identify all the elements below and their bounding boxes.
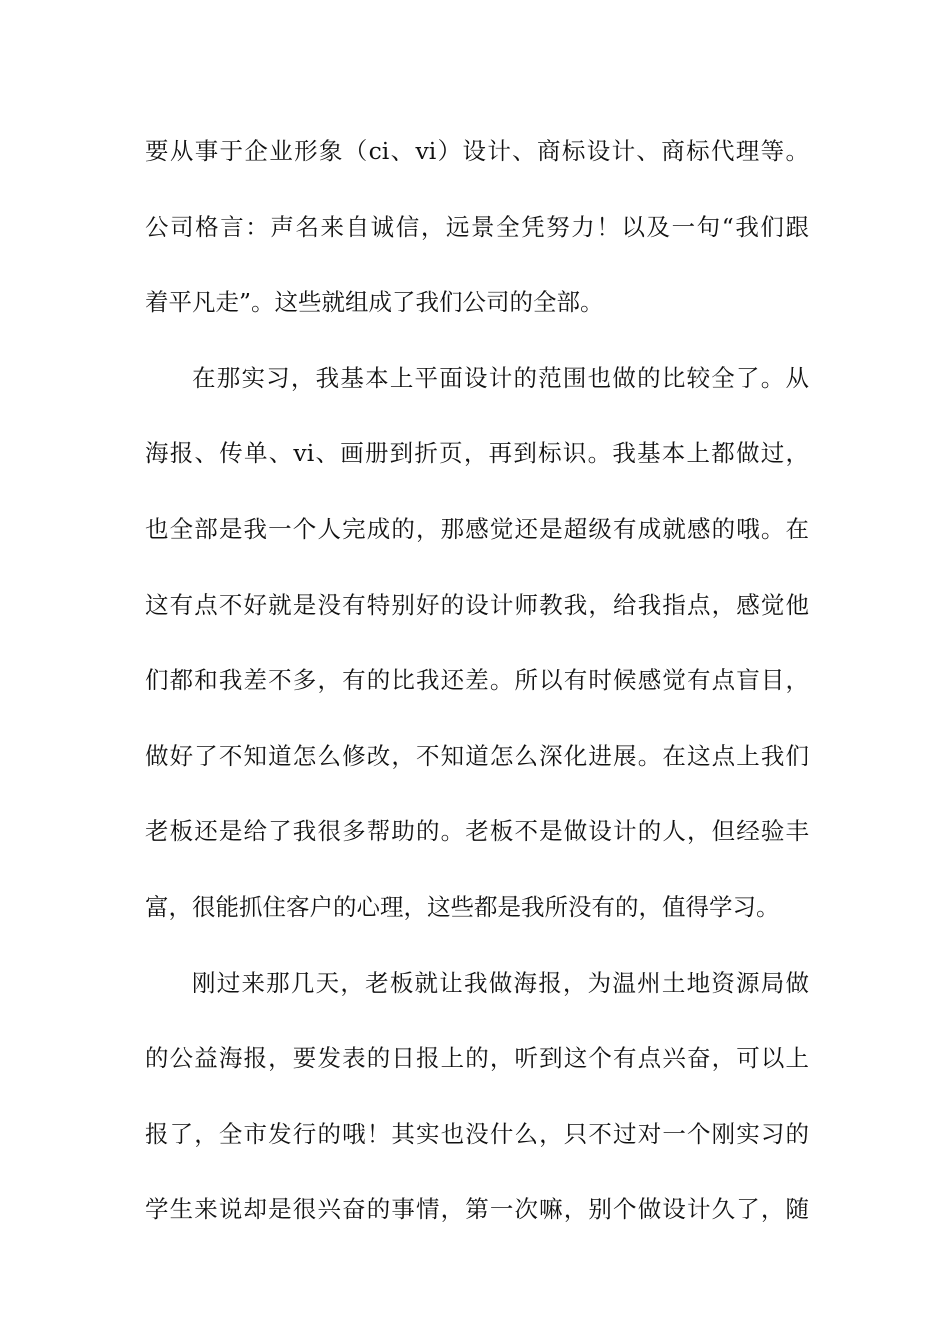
body-text (145, 128, 809, 1262)
text-line: 们都和我差不多，有的比我还差。所以有时候感觉有点盲目， (145, 666, 809, 695)
paragraph-first-line: 刚过来那几天，老板就让我做海报，为温州土地资源局做 (192, 968, 809, 997)
text-line: 老板还是给了我很多帮助的。老板不是做设计的人，但经验丰 (145, 817, 809, 846)
text-line: 学生来说却是很兴奋的事情，第一次嘛，别个做设计久了，随 (145, 1195, 809, 1224)
text-line: 着平凡走”。这些就组成了我们公司的全部。 (145, 288, 604, 317)
paragraph-first-line: 在那实习，我基本上平面设计的范围也做的比较全了。从 (192, 363, 809, 392)
text-line: 的公益海报，要发表的日报上的，听到这个有点兴奋，可以上 (145, 1044, 809, 1073)
text-line: 富，很能抓住客户的心理，这些都是我所没有的，值得学习。 (145, 892, 780, 921)
text-line: 海报、传单、vi、画册到折页，再到标识。我基本上都做过， (145, 439, 809, 468)
text-line: 公司格言：声名来自诚信，远景全凭努力！以及一句“我们跟 (145, 212, 809, 241)
text-line: 报了，全市发行的哦！其实也没什么，只不过对一个刚实习的 (145, 1119, 809, 1148)
text-line: 这有点不好就是没有特别好的设计师教我，给我指点，感觉他 (145, 590, 809, 619)
text-line: 要从事于企业形象（ci、vi）设计、商标设计、商标代理等。 (145, 137, 809, 165)
text-line: 做好了不知道怎么修改，不知道怎么深化进展。在这点上我们 (145, 741, 809, 770)
text-line: 也全部是我一个人完成的，那感觉还是超级有成就感的哦。在 (145, 514, 809, 543)
